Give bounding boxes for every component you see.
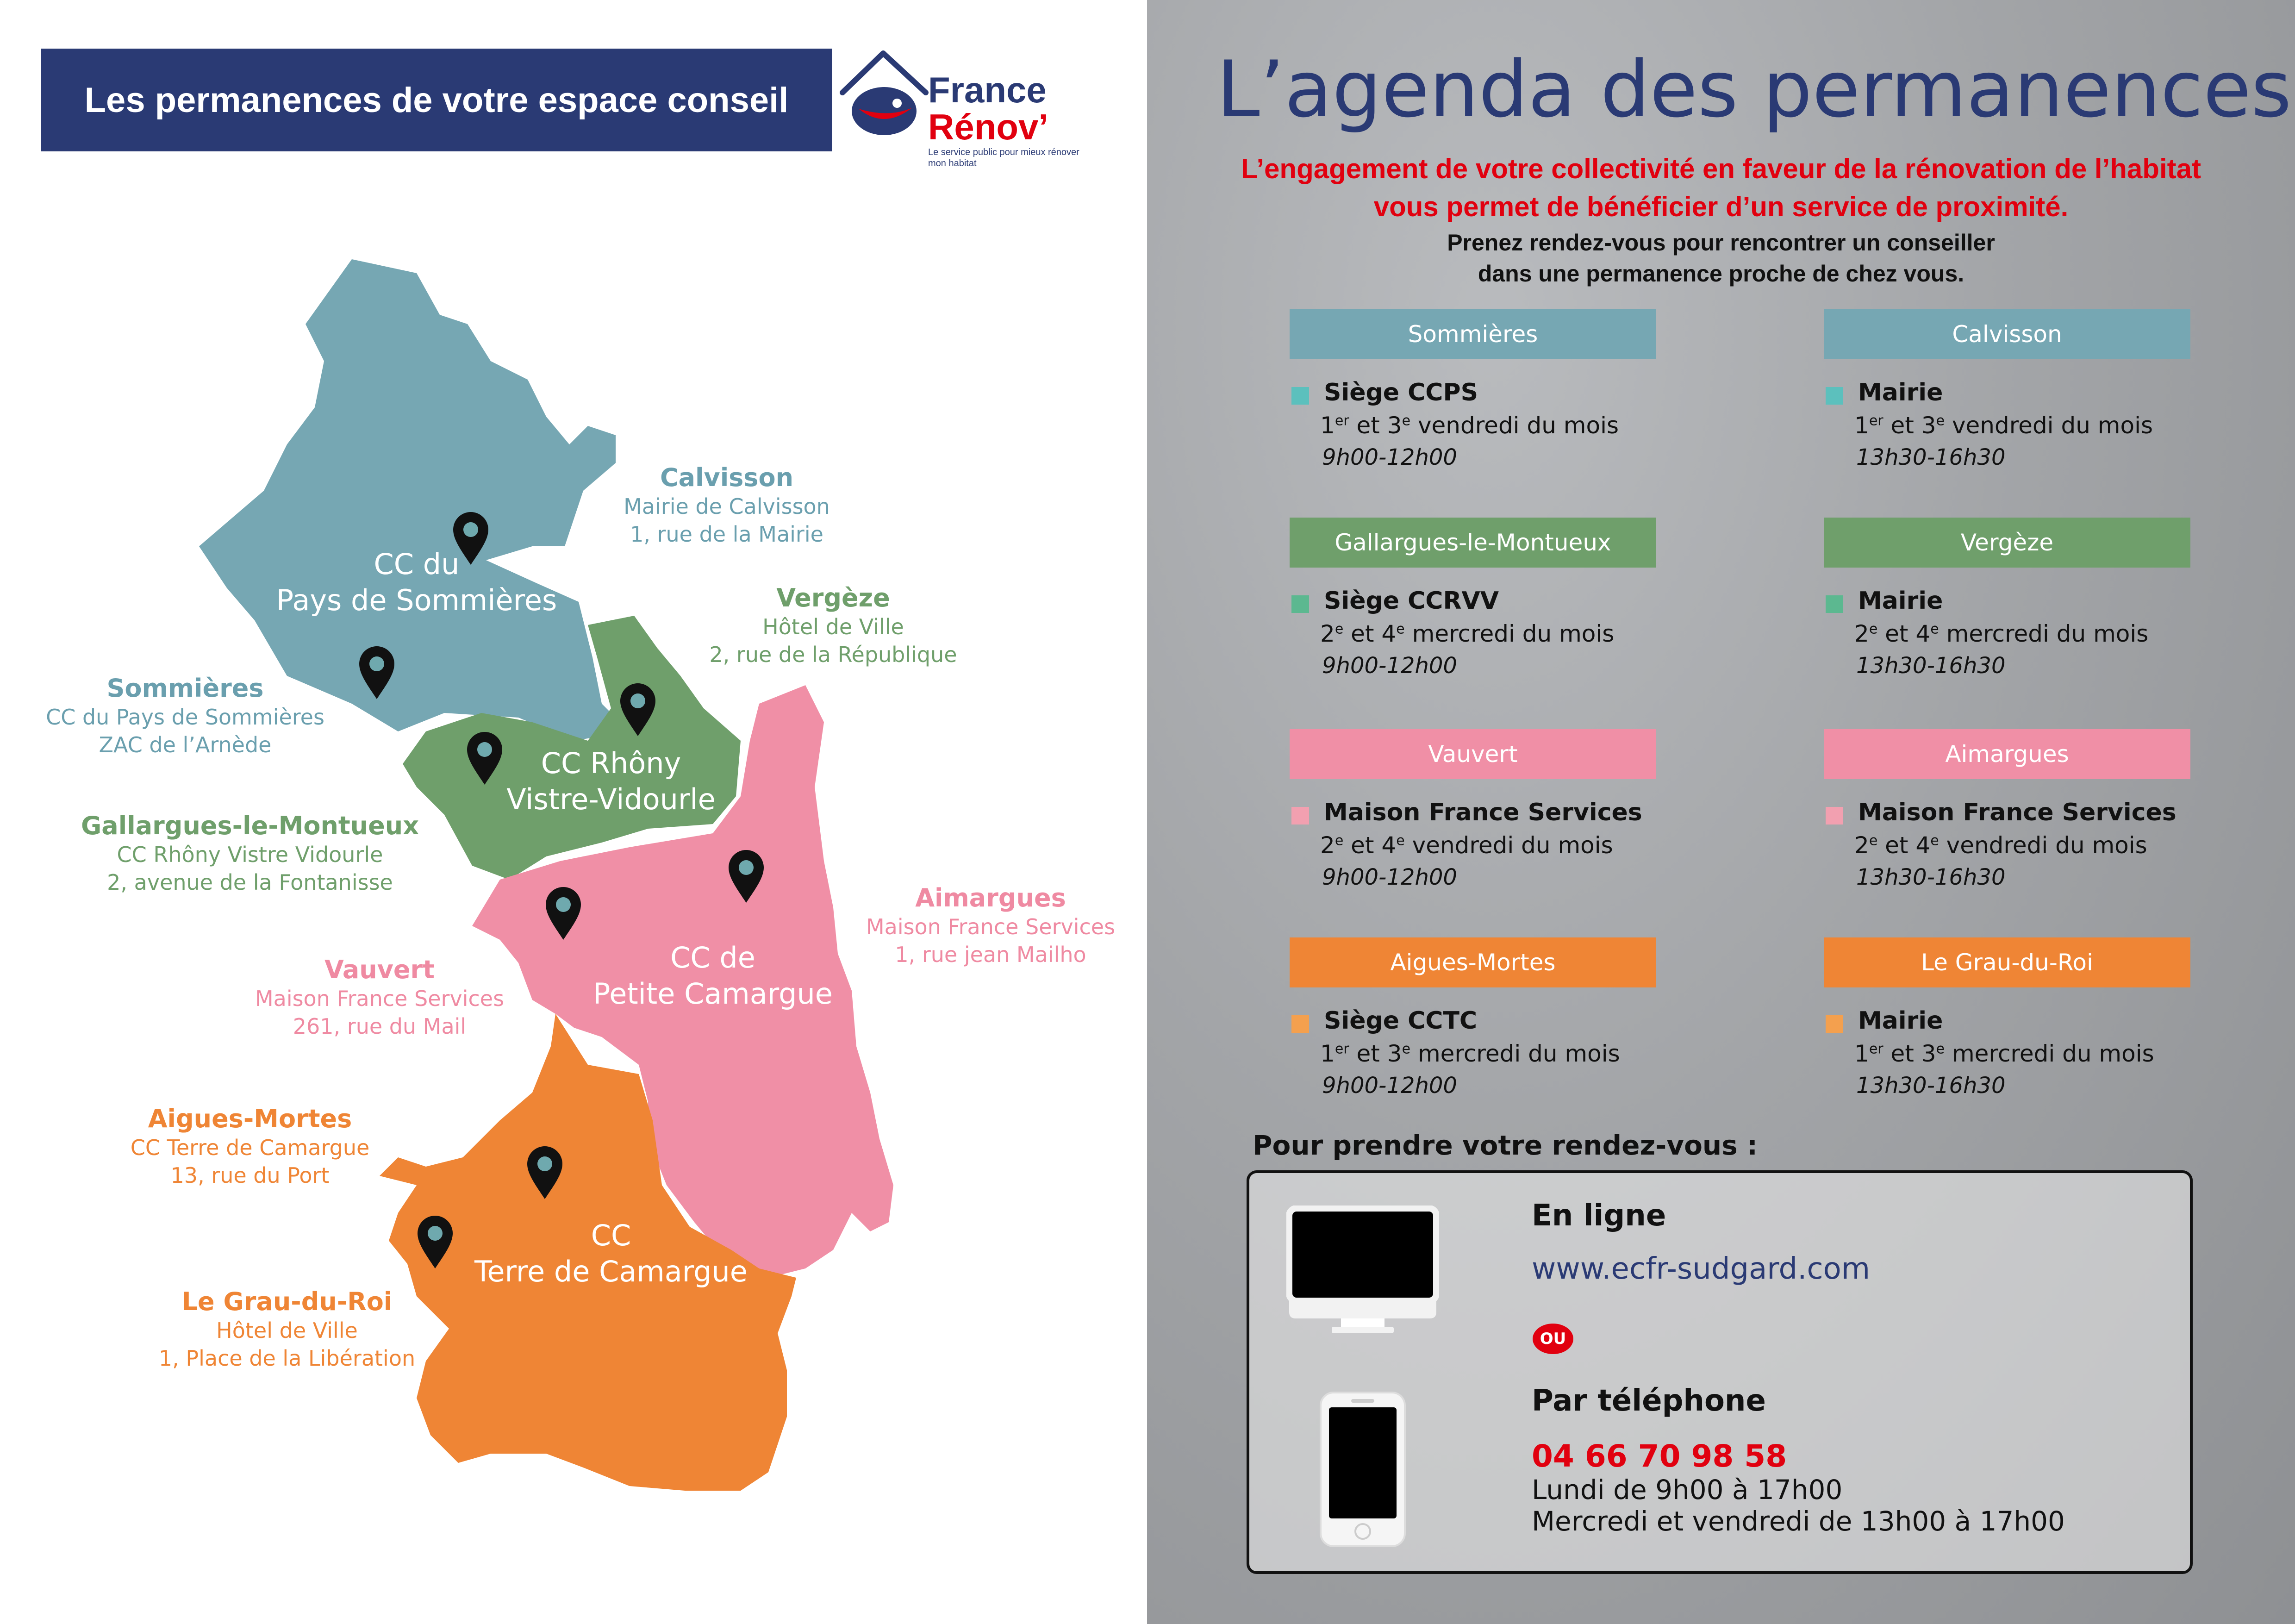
color-swatch	[1826, 387, 1843, 405]
agenda-header: Vauvert	[1290, 729, 1656, 779]
region-label-terre-camargue	[454, 1218, 768, 1290]
sched-and: et 3	[1349, 1040, 1402, 1067]
website-link[interactable]: www.ecfr-sudgard.com	[1532, 1252, 1871, 1286]
intro-black-line2: dans une permanence proche de chez vous.	[1478, 261, 1964, 287]
region-line2: Petite Camargue	[593, 977, 833, 1011]
agenda-header: Sommières	[1290, 309, 1656, 359]
sched-rest: mercredi du mois	[1410, 1040, 1620, 1067]
sched-sup2: e	[1396, 621, 1405, 637]
location-grau-du-roi	[130, 1287, 444, 1372]
sched-sup1: e	[1869, 832, 1878, 849]
location-line2: ZAC de l’Arnède	[99, 732, 272, 757]
color-swatch	[1826, 595, 1843, 613]
region-line1: CC Rhôny	[541, 746, 681, 780]
sched-and: et 4	[1877, 832, 1931, 859]
hours-line2: Mercredi et vendredi de 13h00 à 17h00	[1532, 1505, 2065, 1537]
agenda-schedule	[1320, 412, 1619, 439]
color-swatch	[1826, 807, 1843, 824]
region-line1: CC	[591, 1218, 631, 1252]
color-swatch	[1291, 807, 1309, 824]
sched-num1: 1	[1320, 412, 1335, 439]
sched-and: et 3	[1349, 412, 1402, 439]
agenda-schedule	[1320, 1040, 1620, 1067]
agenda-schedule	[1854, 620, 2148, 647]
color-swatch	[1291, 387, 1309, 405]
location-line2: 1, Place de la Libération	[158, 1346, 416, 1371]
location-line1: Hôtel de Ville	[216, 1318, 358, 1343]
location-line1: CC Terre de Camargue	[130, 1135, 370, 1160]
sched-and: et 3	[1883, 1040, 1936, 1067]
region-label-petite-camargue	[574, 940, 852, 1012]
agenda-header: Gallargues-le-Montueux	[1290, 518, 1656, 568]
agenda-place: Mairie	[1858, 1007, 1943, 1035]
agenda-header: Aigues-Mortes	[1290, 937, 1656, 987]
logo-name-line2: Rénov’	[928, 106, 1049, 147]
color-swatch	[1291, 595, 1309, 613]
location-calvisson	[588, 463, 866, 548]
sched-sup2: e	[1930, 832, 1939, 849]
phone-title: Par téléphone	[1532, 1384, 1766, 1418]
location-name: Vergèze	[776, 583, 890, 612]
location-name: Le Grau-du-Roi	[181, 1287, 393, 1316]
agenda-header: Vergèze	[1824, 518, 2190, 568]
location-line1: Mairie de Calvisson	[624, 494, 830, 519]
intro-red-line2: vous permet de bénéficier d’un service de proximité.	[1373, 191, 2069, 222]
agenda-time: 13h30-16h30	[1856, 444, 2006, 470]
location-name: Vauvert	[324, 955, 435, 984]
agenda-place: Maison France Services	[1324, 799, 1642, 826]
contact-box	[1247, 1170, 2193, 1574]
sched-num1: 1	[1854, 412, 1869, 439]
location-gallargues	[65, 811, 435, 896]
sched-sup2: e	[1396, 832, 1405, 849]
sched-sup1: er	[1335, 412, 1349, 429]
location-line1: CC du Pays de Sommières	[46, 705, 324, 730]
sched-sup1: er	[1869, 1041, 1883, 1057]
agenda-place: Maison France Services	[1858, 799, 2177, 826]
location-line1: CC Rhôny Vistre Vidourle	[117, 842, 383, 867]
agenda-schedule	[1854, 832, 2147, 859]
agenda-schedule	[1320, 620, 1614, 647]
agenda-place: Siège CCTC	[1324, 1007, 1478, 1035]
intro-black-line1: Prenez rendez-vous pour rencontrer un conseiller	[1447, 230, 1995, 256]
location-aigues-mortes	[93, 1104, 407, 1189]
sched-sup2: e	[1936, 412, 1945, 429]
location-name: Aimargues	[915, 883, 1066, 912]
sched-sup2: e	[1402, 412, 1411, 429]
region-line1: CC de	[670, 941, 755, 974]
location-line2: 13, rue du Port	[170, 1163, 330, 1188]
agenda-header: Le Grau-du-Roi	[1824, 937, 2190, 987]
rdv-label: Pour prendre votre rendez-vous :	[1253, 1130, 1758, 1161]
hours-line1: Lundi de 9h00 à 17h00	[1532, 1474, 1843, 1505]
region-line2: Vistre-Vidourle	[506, 782, 716, 816]
sched-num1: 2	[1320, 620, 1335, 647]
sched-num1: 2	[1854, 832, 1869, 859]
page-banner: Les permanences de votre espace conseil	[41, 49, 832, 151]
location-name: Gallargues-le-Montueux	[81, 811, 419, 840]
agenda-time: 9h00-12h00	[1322, 864, 1457, 890]
agenda-time: 9h00-12h00	[1322, 653, 1457, 679]
or-badge: OU	[1533, 1324, 1573, 1354]
sched-num1: 2	[1320, 832, 1335, 859]
sched-sup2: e	[1936, 1041, 1945, 1057]
location-sommieres	[28, 674, 343, 759]
agenda-time: 13h30-16h30	[1856, 1073, 2006, 1099]
agenda-time: 9h00-12h00	[1322, 444, 1457, 470]
sched-rest: vendredi du mois	[1945, 412, 2153, 439]
phone-number-link[interactable]: 04 66 70 98 58	[1532, 1438, 1787, 1474]
region-line2: Pays de Sommières	[276, 583, 557, 617]
region-line2: Terre de Camargue	[474, 1255, 748, 1288]
sched-rest: vendredi du mois	[1410, 412, 1619, 439]
computer-monitor-icon	[1286, 1206, 1439, 1335]
sched-and: et 4	[1343, 832, 1397, 859]
location-aimargues	[833, 883, 1148, 968]
location-line2: 2, rue de la République	[709, 642, 957, 667]
location-vauvert	[222, 955, 537, 1040]
sched-sup1: e	[1335, 621, 1344, 637]
sched-sup1: e	[1335, 832, 1344, 849]
color-swatch	[1826, 1015, 1843, 1033]
region-label-rhony	[491, 745, 731, 818]
online-title: En ligne	[1532, 1199, 1666, 1233]
sched-rest: mercredi du mois	[1945, 1040, 2154, 1067]
agenda-place: Siège CCRVV	[1324, 587, 1499, 615]
sched-and: et 3	[1883, 412, 1936, 439]
location-vergeze	[671, 583, 995, 668]
intro-red-line1: L’engagement de votre collectivité en faveur de la rénovation de l’habitat	[1241, 153, 2201, 184]
sched-sup1: e	[1869, 621, 1878, 637]
location-name: Sommières	[106, 674, 264, 703]
location-line1: Maison France Services	[866, 914, 1116, 939]
sched-and: et 4	[1877, 620, 1931, 647]
color-swatch	[1291, 1015, 1309, 1033]
agenda-schedule	[1854, 1040, 2154, 1067]
sched-sup2: e	[1402, 1041, 1411, 1057]
location-line2: 2, avenue de la Fontanisse	[107, 870, 393, 895]
sched-and: et 4	[1343, 620, 1397, 647]
agenda-header: Aimargues	[1824, 729, 2190, 779]
location-line1: Maison France Services	[255, 986, 505, 1011]
sched-num1: 2	[1854, 620, 1869, 647]
location-line2: 1, rue jean Mailho	[895, 942, 1086, 967]
map-region-sommieres	[199, 259, 630, 741]
agenda-title: L’agenda des permanences	[1216, 44, 2292, 135]
location-line2: 261, rue du Mail	[293, 1014, 467, 1039]
sched-sup1: er	[1869, 412, 1883, 429]
sched-num1: 1	[1320, 1040, 1335, 1067]
location-line2: 1, rue de la Mairie	[630, 522, 823, 547]
agenda-place: Siège CCPS	[1324, 379, 1478, 406]
agenda-schedule	[1854, 412, 2153, 439]
agenda-schedule	[1320, 832, 1613, 859]
logo-name-line1: France	[928, 69, 1047, 110]
region-line1: CC du	[374, 547, 460, 581]
sched-sup1: er	[1335, 1041, 1349, 1057]
agenda-header: Calvisson	[1824, 309, 2190, 359]
right-page	[1147, 0, 2295, 1624]
location-line1: Hôtel de Ville	[762, 614, 904, 639]
agenda-time: 13h30-16h30	[1856, 864, 2006, 890]
sched-rest: vendredi du mois	[1939, 832, 2147, 859]
agenda-time: 13h30-16h30	[1856, 653, 2006, 679]
agenda-place: Mairie	[1858, 587, 1943, 615]
location-name: Aigues-Mortes	[148, 1104, 352, 1133]
sched-num1: 1	[1854, 1040, 1869, 1067]
left-page	[0, 0, 1147, 1624]
sched-rest: mercredi du mois	[1939, 620, 2149, 647]
agenda-place: Mairie	[1858, 379, 1943, 406]
region-label-sommieres	[264, 546, 569, 618]
location-name: Calvisson	[660, 463, 794, 492]
sched-sup2: e	[1930, 621, 1939, 637]
smartphone-icon	[1319, 1391, 1407, 1548]
sched-rest: vendredi du mois	[1404, 832, 1613, 859]
sched-rest: mercredi du mois	[1404, 620, 1615, 647]
logo-tagline: Le service public pour mieux rénover mon habitat	[928, 147, 1079, 169]
agenda-time: 9h00-12h00	[1322, 1073, 1457, 1099]
